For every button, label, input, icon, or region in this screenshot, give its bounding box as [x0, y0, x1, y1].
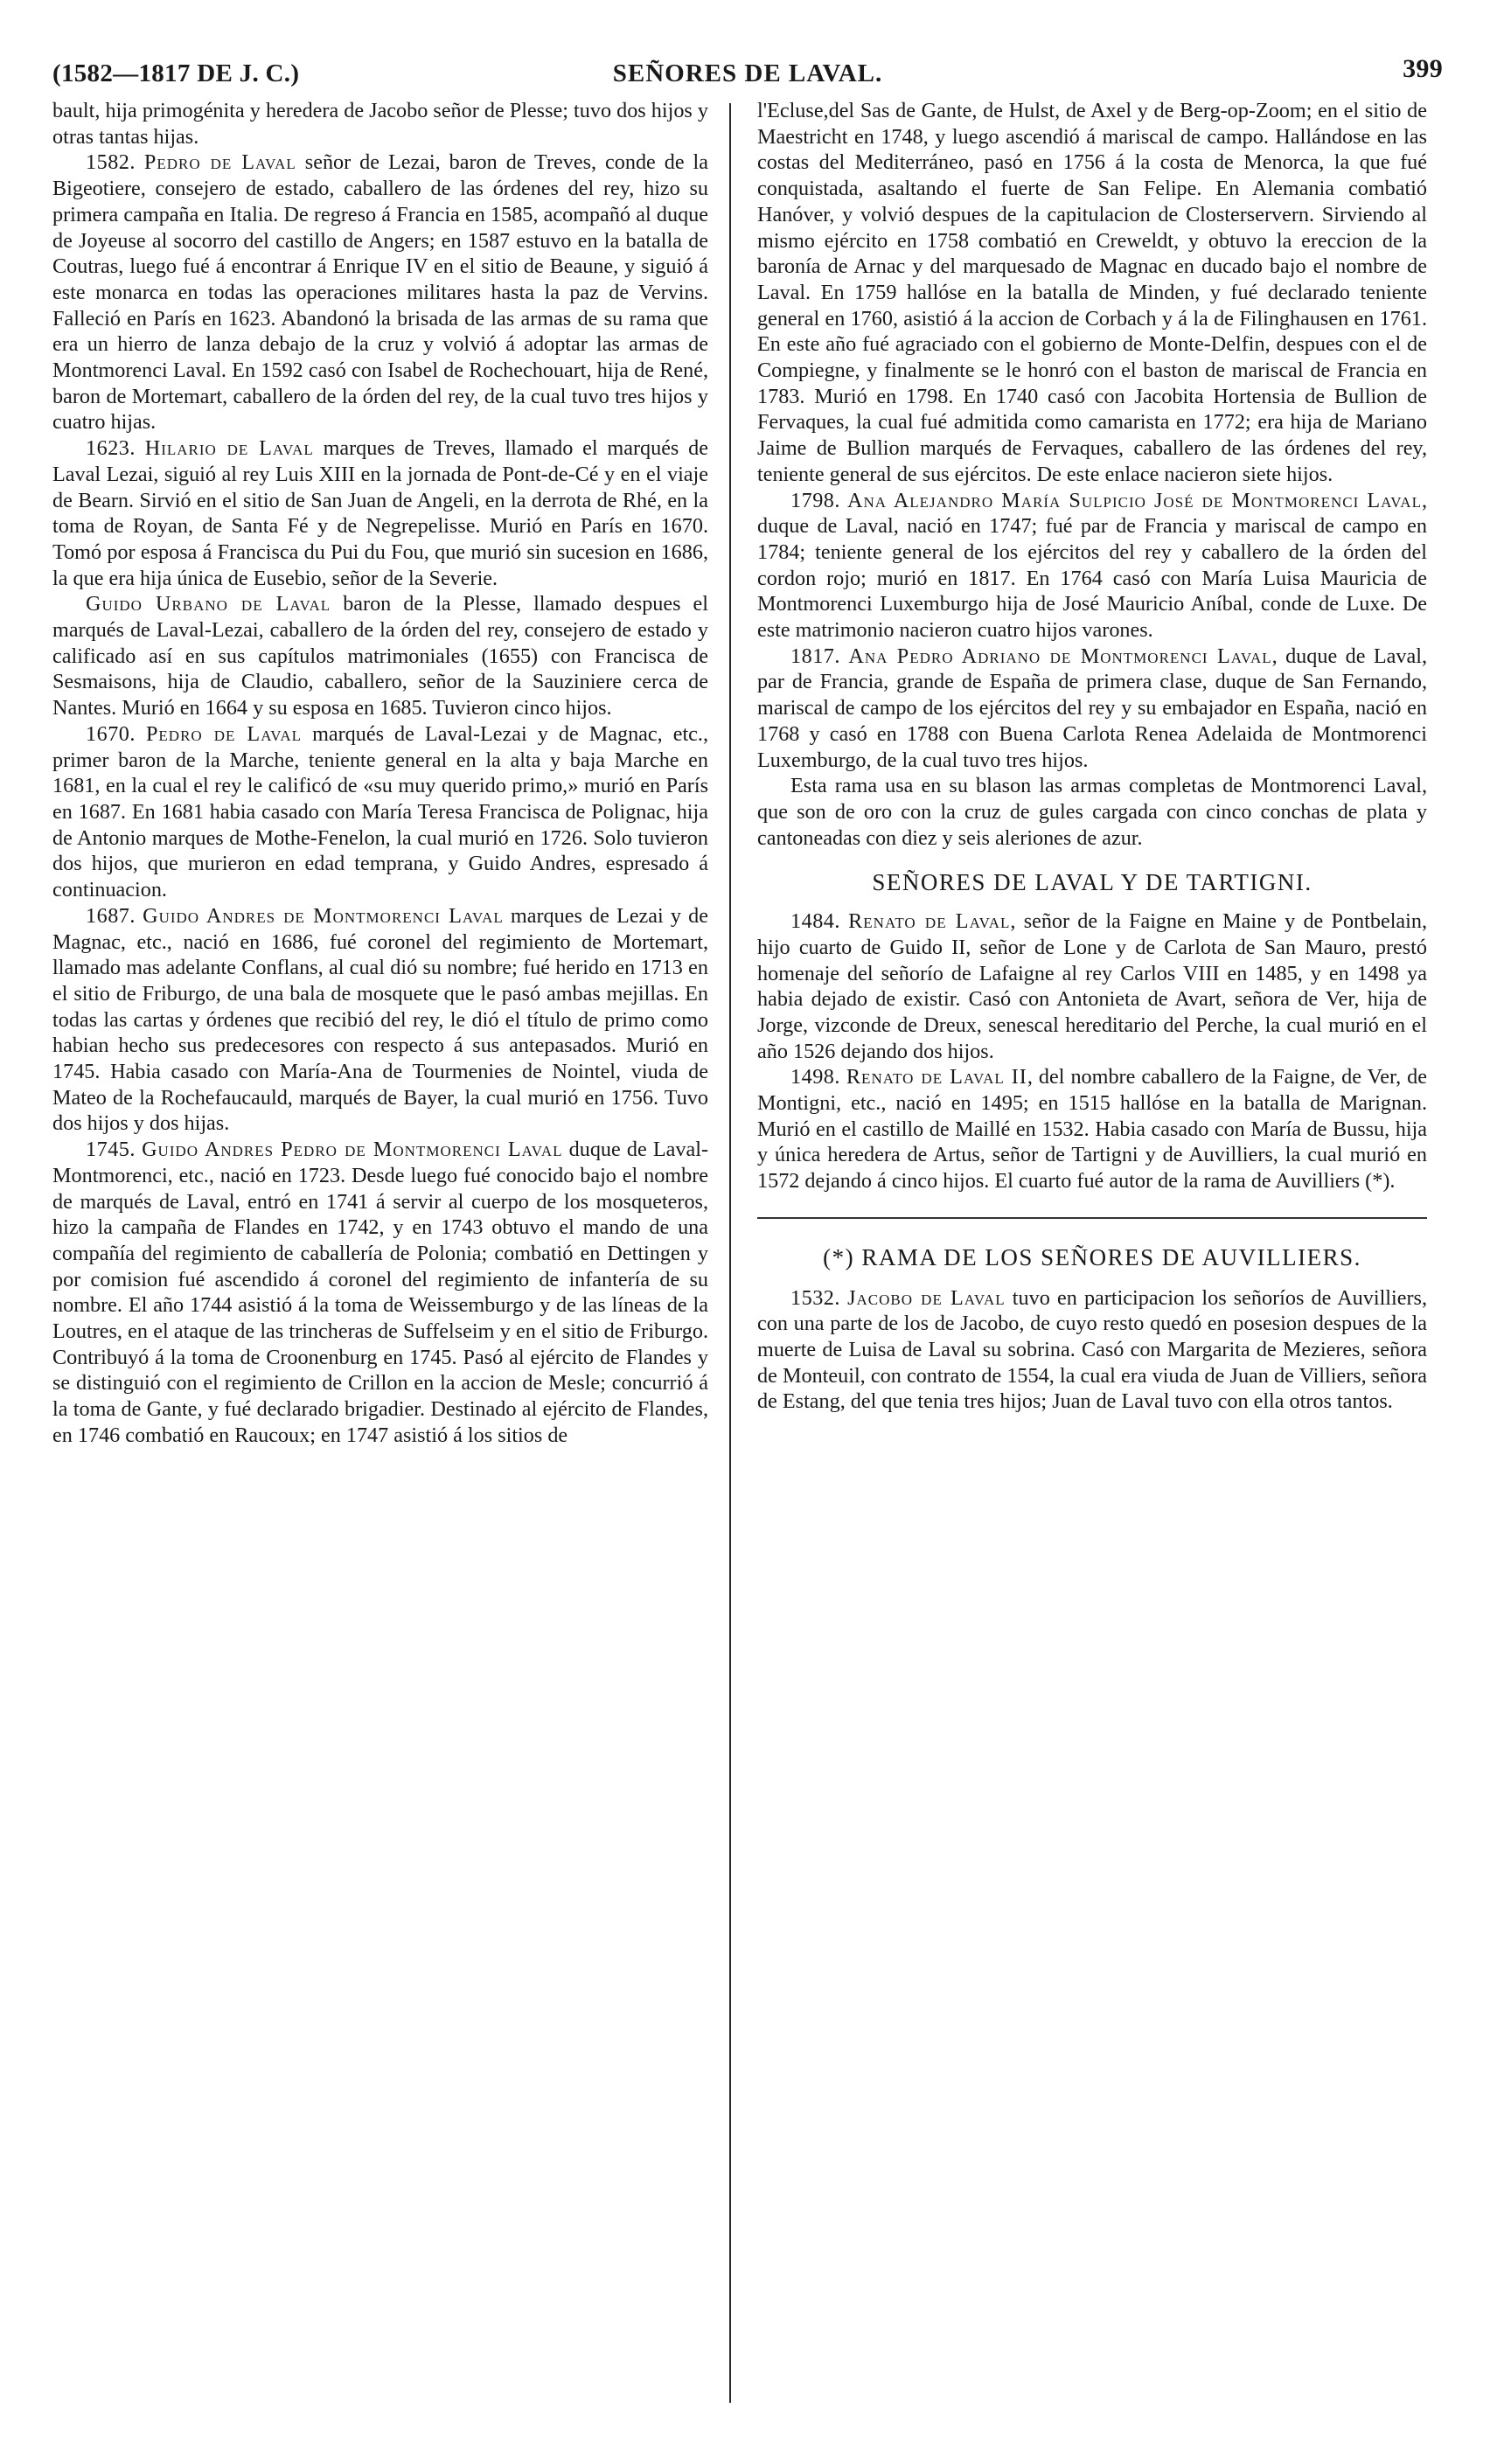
entry-jacobo-1532 [757, 1285, 1427, 1416]
entry-name: Guido Andres de Montmorenci Laval [143, 903, 504, 928]
entry-year: 1532. [790, 1285, 840, 1310]
entry-text: , señor de la Faigne en Maine y de Pontbelain, hijo cuarto de Guido II, señor de Lone y de Carlota de San Mauro, prestó homenaje del señorío de Lafaigne al rey Carlos VIII en 1485, y en 1498 ya habia dejado de existir. Casó con Antonieta de Avart, señora de Ver, hija de Jorge, vizconde de Dreux, senescal hereditario del Perche, la cual murió en el año 1526 dejando dos hijos. [757, 909, 1427, 1063]
entry-year: 1582. [86, 150, 136, 175]
entry-ana-alejandro-1798 [757, 488, 1427, 644]
entry-text: señor de Lezai, baron de Treves, conde de la Bigeotiere, consejero de estado, caballero de las órdenes del rey, hizo su primera campaña en Italia. De regreso á Francia en 1585, acompañó al duque de Joyeuse al socorro del castillo de Angers; en 1587 estuvo en la batalla de Coutras, luego fué á encontrar á Enrique IV en el sitio de Beaune, y siguió á este monarca en todas las operaciones militares hasta la paz de Vervins. Falleció en París en 1623. Abandonó la brisada de las armas de su rama que era un hierro de lanza debajo de la cruz y volvió á adoptar las armas de Montmorenci Laval. En 1592 casó con Isabel de Rochechouart, hija de René, baron de Mortemart, caballero de la órden del rey, de la cual tuvo tres hijos y cuatro hijas. [52, 150, 708, 435]
entry-name: Renato de Laval [848, 909, 1011, 934]
entry-name: Renato de Laval II [846, 1065, 1027, 1089]
left-column [52, 98, 708, 2406]
entry-guido-andres-1687 [52, 903, 708, 1137]
entry-text: marques de Lezai y de Magnac, etc., nació en 1686, fué coronel del regimiento de Mortemart, llamado mas adelante Conflans, al cual dió su nombre; fué herido en 1713 en el sitio de Friburgo, de una bala de mosquete que le pasó ambas mejillas. En todas las cartas y órdenes que recibió del rey, le dió el título de primo como habian hecho sus predecesores con respecto á sus antepasados. Murió en 1745. Habia casado con María-Ana de Tourmenies de Nointel, viuda de Mateo de la Rochefaucauld, marqués de Bayer, la cual murió en 1756. Tuvo dos hijos y dos hijas. [52, 903, 708, 1136]
entry-text: tuvo en participacion los señoríos de Auvilliers, con una parte de los de Jacobo, de cuyo resto quedó en posesion despues de la muerte de Luisa de Laval su sobrina. Casó con Margarita de Mezieres, señora de Monteuil, con contrato de 1554, la cual era viuda de Juan de Villiers, señora de Estang, del que tenia tres hijos; Juan de Laval tuvo con ella otros tantos. [757, 1285, 1427, 1414]
column-divider [729, 103, 731, 2403]
entry-year: 1687. [86, 903, 136, 928]
entry-pedro-1582 [52, 150, 708, 435]
header-date-range: (1582—1817 DE J. C.) [52, 59, 300, 87]
entry-text: baron de la Plesse, llamado despues el marqués de Laval-Lezai, caballero de la órden del rey, consejero de estado y calificado así en sus capítulos matrimoniales (1655) con Francisca de Sesmaisons, hija de Claudio, caballero, señor de la Sauziniere cerca de Nantes. Murió en 1664 y su esposa en 1685. Tuvieron cinco hijos. [52, 592, 708, 720]
entry-year: 1623. [86, 436, 136, 461]
continuation-text: bault, hija primogénita y heredera de Jacobo señor de Plesse; tuvo dos hijos y otras tantas hijas. [52, 99, 708, 149]
closing-paragraph: Esta rama usa en su blason las armas completas de Montmorenci Laval, que son de oro con la cruz de gules cargada con cinco conchas de plata y cantoneadas con diez y seis aleriones de azur. [757, 774, 1427, 850]
entry-name: Pedro de Laval [143, 150, 296, 175]
entry-year: 1670. [86, 721, 136, 746]
entry-name: Hilario de Laval [144, 436, 314, 461]
entry-name: Guido Urbano de Laval [86, 592, 331, 616]
section-title: SEÑORES DE LAVAL Y DE TARTIGNI. [872, 869, 1313, 896]
entry-text: , duque de Laval, par de Francia, grande de España de primera clase, duque de San Fernando, mariscal de campo de los ejércitos del rey y su embajador en España, nació en 1768 y casó en 1788 con Buena Carlota Renea Adelaida de Montmorenci Luxemburgo, de la cual tuvo tres hijos. [757, 644, 1427, 772]
entry-name: Pedro de Laval [145, 721, 303, 746]
entry-name: Guido Andres Pedro de Montmorenci Laval [142, 1138, 563, 1162]
entry-pedro-1670 [52, 721, 708, 903]
entry-text: duque de Laval-Montmorenci, etc., nació en 1723. Desde luego fué conocido bajo el nombre de marqués de Laval, entró en 1741 á servir al cuerpo de los mosqueteros, hizo la campaña de Flandes en 1742, y en 1743 obtuvo el mando de una compañía del regimiento de caballería de Polonia; combatió en Dettingen y por comision fué ascendido á coronel del regimiento de infantería de su nombre. El año 1744 asistió á la toma de Weissemburgo y de las líneas de la Loutres, en el ataque de las trincheras de Suffelseim y en el sitio de Friburgo. Contribuyó á la toma de Croonenburg en 1745. Pasó al ejército de Flandes y se distinguió con el regimiento de Crillon en la accion de Mesle; concurrió á la toma de Gante, y fué declarado brigadier. Destinado al ejército de Flandes, en 1746 combatió en Raucoux; en 1747 asistió á los sitios de [52, 1138, 708, 1447]
entry-renato-1498 [757, 1064, 1427, 1194]
entry-text: , duque de Laval, nació en 1747; fué par de Francia y mariscal de campo en 1784; teniente general de los ejércitos del rey y caballero de la órden del cordon rojo; murió en 1817. En 1764 casó con María Luisa Mauricia de Montmorenci Luxemburgo hija de José Mauricio Aníbal, conde de Luxe. De este matrimonio nacieron cuatro hijos varones. [757, 488, 1427, 643]
entry-text: marques de Treves, llamado el marqués de Laval Lezai, siguió al rey Luis XIII en la jornada de Pont-de-Cé y en el viaje de Bearn. Sirvió en el sitio de San Juan de Angeli, en la derrota de Rhé, en la toma de Royan, de Santa Fé y de Negrepelisse. Murió en París en 1670. Tomó por esposa á Francisca du Pui du Fou, que murió sin sucesion en 1686, la que era hija única de Eusebio, señor de la Severie. [52, 436, 708, 590]
footnote-title: (*) RAMA DE LOS SEÑORES DE AUVILLIERS. [823, 1243, 1361, 1270]
page-header [52, 54, 1443, 96]
header-title: SEÑORES DE LAVAL. [612, 59, 883, 87]
footnote-rule [757, 1217, 1427, 1219]
entry-year: 1745. [86, 1138, 136, 1162]
entry-name: Ana Alejandro María Sulpicio José de Montmorenci Laval [847, 488, 1422, 512]
continuation-text: l'Ecluse,del Sas de Gante, de Hulst, de Axel y de Berg-op-Zoom; en el sitio de Maestricht en 1748, y luego ascendió á mariscal de campo. Hallándose en las costas del Mediterráneo, pasó en 1756 á la costa de Menorca, la que fué conquistada, asaltando el fuerte de San Felipe. En Alemania combatió Hanóver, y volvió despues de la capitulacion de Closterservern. Sirviendo al mismo ejército en 1758 combatió en Creweldt, y obtuvo la ereccion de la baronía de Arnac y del marquesado de Magnac en ducado bajo el nombre de Laval. En 1759 hallóse en la batalla de Minden, y fué declarado teniente general en 1760, asistió á la accion de Corbach y á la de Filinghausen en 1761. En este año fué agraciado con el gobierno de Monte-Delfin, despues con el de Compiegne, y finalmente se le honró con el baston de mariscal de Francia en 1783. Murió en 1798. En 1740 casó con Jacobita Hortensia de Bullion de Fervaques, la cual fué admitida como camarista en 1772; era hija de Mariano Jaime de Bullion marqués de Fervaques, caballero de las órdenes del rey, teniente general de sus ejércitos. De este enlace nacieron siete hijos. [757, 99, 1427, 486]
entry-text: , del nombre caballero de la Faigne, de Ver, de Montigni, etc., nació en 1495; en 1515 hallóse en la batalla de Marignan. Murió en el castillo de Maillé en 1532. Habia casado con María de Bussu, hija y única heredera de Artus, señor de Tartigni y de Auvilliers, la cual murió en 1572 dejando á cinco hijos. El cuarto fué autor de la rama de Auvilliers (*). [757, 1065, 1427, 1194]
entry-text: marqués de Laval-Lezai y de Magnac, etc., primer baron de la Marche, teniente general en la alta y baja Marche en 1681, en la cual el rey le calificó de «su muy querido primo,» murió en París en 1687. En 1681 habia casado con María Teresa Francisca de Polignac, hija de Antonio marques de Mothe-Fenelon, la cual murió en 1726. Solo tuvieron dos hijos, que murieron en edad temprana, y Guido Andres, espresado á continuacion. [52, 721, 708, 902]
entry-year: 1484. [790, 909, 840, 934]
right-column [757, 98, 1427, 2406]
entry-hilario-1623 [52, 435, 708, 591]
entry-year: 1817. [790, 644, 840, 668]
entry-guido-andres-pedro-1745 [52, 1137, 708, 1448]
page-number: 399 [1403, 54, 1443, 83]
entry-renato-1484 [757, 908, 1427, 1064]
entry-year: 1798. [790, 488, 840, 512]
entry-name: Jacobo de Laval [847, 1285, 1006, 1310]
entry-year: 1498. [790, 1065, 840, 1089]
entry-guido-urbano [52, 591, 708, 721]
entry-ana-pedro-1817 [757, 644, 1427, 774]
entry-name: Ana Pedro Adriano de Montmorenci Laval [848, 644, 1272, 668]
